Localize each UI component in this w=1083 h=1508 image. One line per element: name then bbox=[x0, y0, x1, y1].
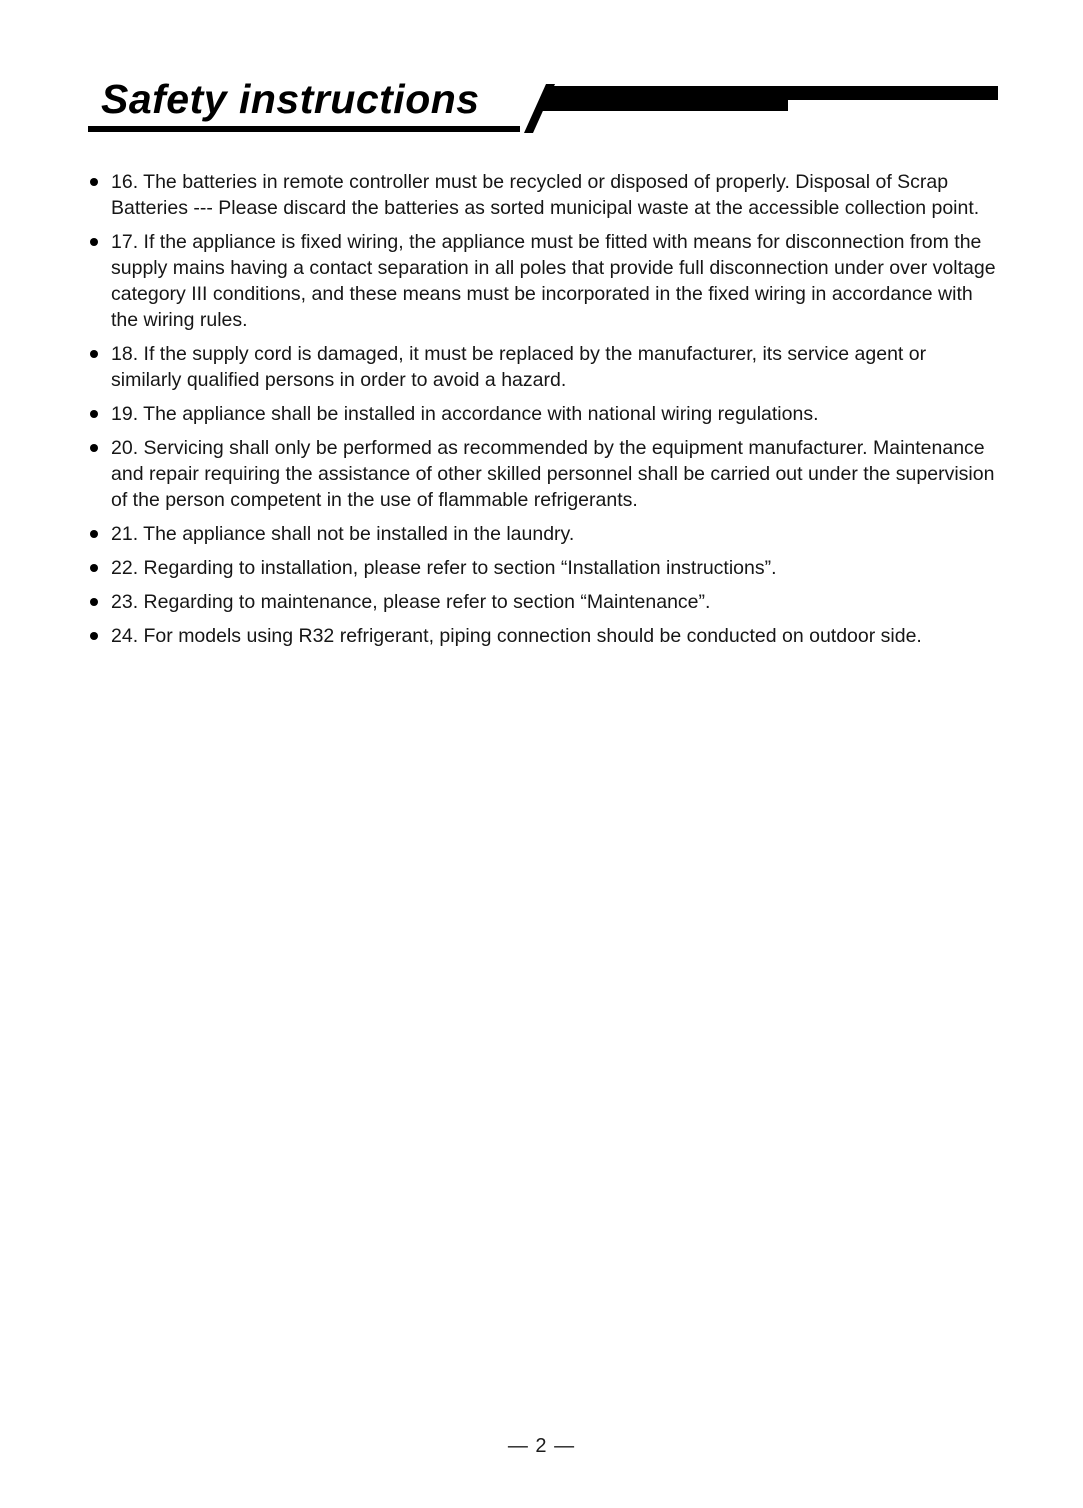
list-item-text: 21. The appliance shall not be installed in the laundry. bbox=[111, 523, 575, 545]
list-item bbox=[88, 623, 1000, 649]
list-item-text: 22. Regarding to installation, please refer to section “Installation instructions”. bbox=[111, 557, 777, 579]
list-item bbox=[88, 435, 1000, 513]
list-item bbox=[88, 589, 1000, 615]
list-item bbox=[88, 521, 1000, 547]
bullet-icon bbox=[90, 410, 98, 418]
list-item-text: 17. If the appliance is fixed wiring, the appliance must be fitted with means for disconnection from the supply mains having a contact separation in all poles that provide full disconnection under over voltage category III conditions, and these means must be incorporated in the fixed wiring in accordance with the wiring rules. bbox=[111, 231, 996, 331]
bullet-icon bbox=[90, 632, 98, 640]
list-item-text: 24. For models using R32 refrigerant, piping connection should be conducted on outdoor side. bbox=[111, 625, 922, 647]
list-item bbox=[88, 229, 1000, 333]
bullet-icon bbox=[90, 530, 98, 538]
page-number: — 2 — bbox=[507, 1435, 576, 1457]
list-item bbox=[88, 169, 1000, 221]
list-item-text: 18. If the supply cord is damaged, it must be replaced by the manufacturer, its service agent or similarly qualified persons in order to avoid a hazard. bbox=[111, 343, 927, 391]
bullet-icon bbox=[90, 598, 98, 606]
title-underline bbox=[88, 126, 520, 132]
banner-bar bbox=[541, 86, 998, 111]
safety-instructions-list bbox=[88, 169, 1000, 657]
bullet-icon bbox=[90, 178, 98, 186]
list-item bbox=[88, 555, 1000, 581]
bullet-icon bbox=[90, 564, 98, 572]
bullet-icon bbox=[90, 444, 98, 452]
list-item-text: 20. Servicing shall only be performed as recommended by the equipment manufacturer. Maintenance and repair requiring the assistance of other skilled personnel shall be carried out under the supervision of the person competent in the use of flammable refrigerants. bbox=[111, 437, 995, 511]
list-item bbox=[88, 341, 1000, 393]
bullet-icon bbox=[90, 350, 98, 358]
list-item-text: 23. Regarding to maintenance, please refer to section “Maintenance”. bbox=[111, 591, 711, 613]
bullet-icon bbox=[90, 238, 98, 246]
page-header bbox=[0, 0, 1083, 160]
list-item bbox=[88, 401, 1000, 427]
page-title: Safety instructions bbox=[101, 76, 480, 122]
list-item-text: 19. The appliance shall be installed in accordance with national wiring regulations. bbox=[111, 403, 819, 425]
list-item-text: 16. The batteries in remote controller must be recycled or disposed of properly. Disposal of Scrap Batteries --- Please discard the batteries as sorted municipal waste at the accessible collection point. bbox=[111, 171, 980, 219]
